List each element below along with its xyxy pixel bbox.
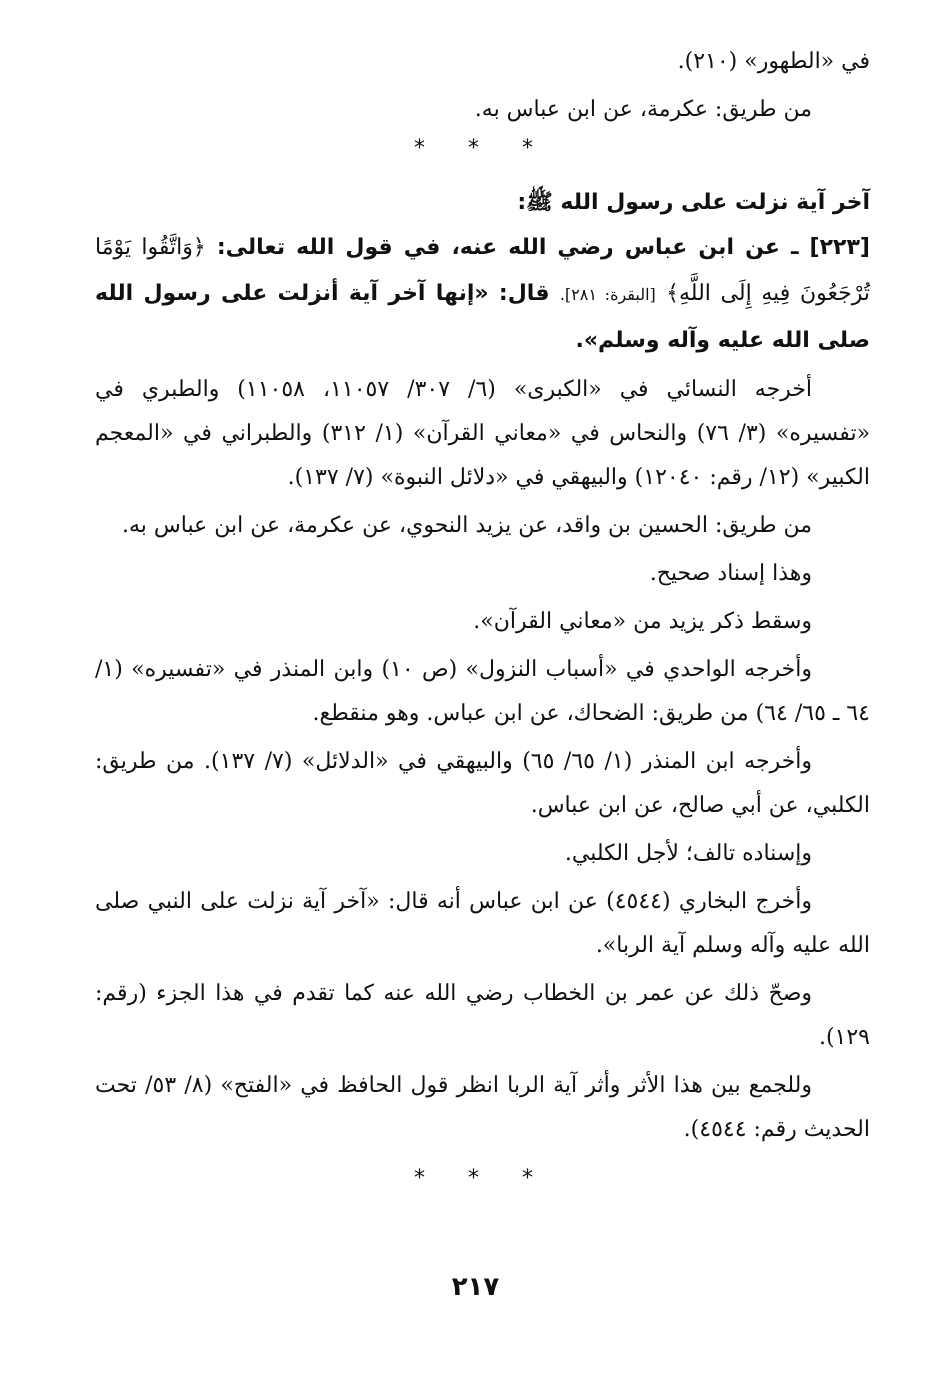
paragraph-takhrij: أخرجه النسائي في «الكبرى» (٦/ ٣٠٧/ ١١٠٥٧، ١١٠٥٨) والطبري في «تفسيره» (٣/ ٧٦) والنحاس في «معاني القرآن» (١/ ٣١٢) والطبراني في «المعجم الكبير» (١٢/ رقم: ١٢٠٤٠) والبيهقي في «دلائل النبوة» (٧/ ١٣٧).: [95, 377, 871, 490]
hadith-statement: قال: «إنها آخر آية أنزلت على رسول الله صلى الله عليه وآله وسلم».: [95, 281, 870, 353]
paragraph-weak-chain: وإسناده تالف؛ لأجل الكلبي.: [564, 841, 812, 866]
hadith-text: [95, 225, 870, 364]
text-line-continuation: في «الطهور» (٢١٠).: [677, 49, 870, 74]
text-line-chain: من طريق: عكرمة، عن ابن عباس به.: [474, 97, 812, 122]
paragraph-note: وسقط ذكر يزيد من «معاني القرآن».: [473, 609, 812, 634]
paragraph-reconcile: وللجمع بين هذا الأثر وأثر آية الربا انظر قول الحافظ في «الفتح» (٨/ ٥٣/ تحت الحديث رقم: ٤٥٤٤).: [95, 1073, 870, 1142]
page-number: ٢١٧: [451, 1272, 500, 1302]
quran-verse: ﴿وَاتَّقُوا يَوْمًا تُرْجَعُونَ فِيهِ إِلَى اللَّهِ﴾: [95, 235, 870, 306]
paragraph-grading: وهذا إسناد صحيح.: [649, 561, 812, 586]
paragraph-chain: من طريق: الحسين بن واقد، عن يزيد النحوي، عن عكرمة، عن ابن عباس به.: [122, 513, 812, 538]
paragraph-ibn-mundhir: وأخرجه ابن المنذر (١/ ٦٥/ ٦٥) والبيهقي في «الدلائل» (٧/ ١٣٧). من طريق: الكلبي، عن أبي صالح، عن ابن عباس.: [95, 749, 870, 818]
paragraph-umar: وصحّ ذلك عن عمر بن الخطاب رضي الله عنه كما تقدم في هذا الجزء (رقم: ١٢٩).: [95, 981, 870, 1050]
hadith-number: [٢٢٣] ـ: [790, 235, 870, 260]
page-body: [95, 40, 870, 1211]
paragraph-wahidi: وأخرجه الواحدي في «أسباب النزول» (ص ١٠) وابن المنذر في «تفسيره» (١/ ٦٤ ـ ٦٥/ ٦٤) من طريق: الضحاك، عن ابن عباس. وهو منقطع.: [95, 657, 870, 726]
paragraph-bukhari: وأخرج البخاري (٤٥٤٤) عن ابن عباس أنه قال: «آخر آية نزلت على النبي صلى الله عليه وآله وسلم آية الربا».: [95, 889, 870, 958]
verse-reference: [البقرة: ٢٨١].: [559, 285, 656, 304]
section-separator-end: * * *: [414, 1166, 551, 1191]
hadith-intro: عن ابن عباس رضي الله عنه، في قول الله تعالى:: [216, 235, 780, 260]
section-separator: * * *: [414, 136, 551, 161]
section-heading: آخر آية نزلت على رسول الله ﷺ:: [517, 190, 870, 215]
